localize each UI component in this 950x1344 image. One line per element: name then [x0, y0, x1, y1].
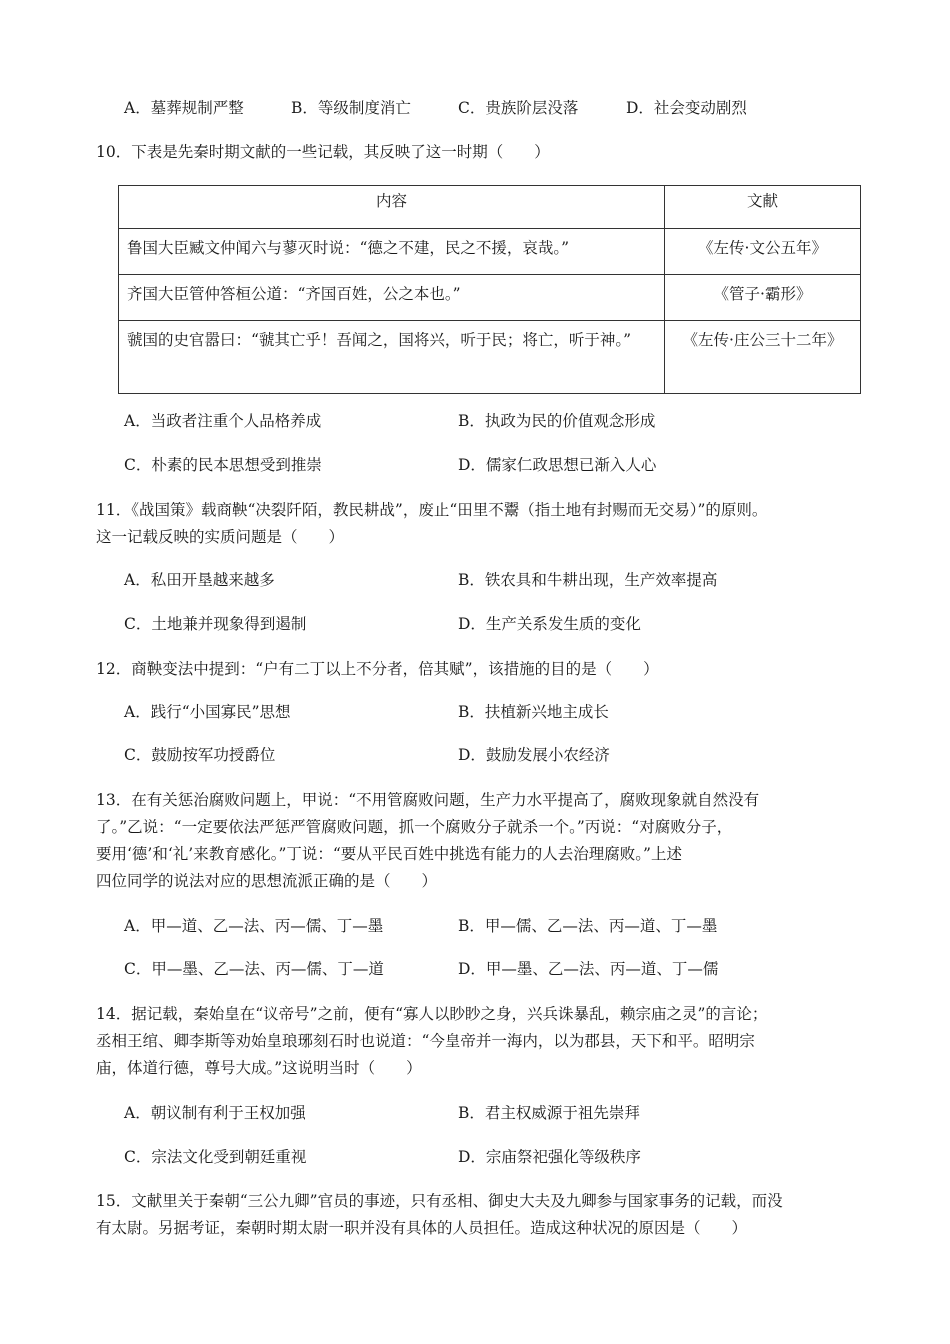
q12-stem-line: 12．商鞅变法中提到：“户有二丁以上不分者，倍其赋”，该措施的目的是（ ）: [96, 660, 659, 678]
table-header-content: 内容: [119, 186, 665, 229]
q14-stem-line: 庙，体道行德，尊号大成。”这说明当时（ ）: [96, 1059, 422, 1077]
q9-option-a[interactable]: A．墓葬规制严整: [124, 99, 244, 117]
table-cell-source: 《左传·庄公三十二年》: [665, 321, 861, 394]
q15-stem-line: 15．文献里关于秦朝“三公九卿”官员的事迹，只有丞相、御史大夫及九卿参与国家事务的记载，而没: [96, 1192, 783, 1210]
q13-stem-line: 13．在有关惩治腐败问题上，甲说：“不用管腐败问题，生产力水平提高了，腐败现象就自然没有: [96, 791, 760, 809]
q12-option-b[interactable]: B．扶植新兴地主成长: [458, 703, 609, 721]
q10-option-a[interactable]: A．当政者注重个人品格养成: [124, 412, 322, 430]
q15-stem: [96, 1188, 866, 1242]
q12-option-c[interactable]: C．鼓励按军功授爵位: [124, 746, 276, 764]
q11-stem-line: 这一记载反映的实质问题是（ ）: [96, 528, 345, 546]
q12-option-d[interactable]: D．鼓励发展小农经济: [458, 746, 610, 764]
q13-stem: [96, 787, 866, 895]
q14-option-b[interactable]: B．君主权威源于祖先崇拜: [458, 1104, 640, 1122]
q14-stem: [96, 1001, 866, 1082]
q12-stem: [96, 656, 866, 683]
q11-option-c[interactable]: C．土地兼并现象得到遏制: [124, 615, 307, 633]
table-row: [119, 321, 861, 394]
q13-option-d[interactable]: D．甲—墨、乙—法、丙—道、丁—儒: [458, 960, 719, 978]
q10-option-b[interactable]: B．执政为民的价值观念形成: [458, 412, 656, 430]
q11-option-b[interactable]: B．铁农具和牛耕出现，生产效率提高: [458, 571, 718, 589]
q13-stem-line: 了。”乙说：“一定要依法严惩严管腐败问题，抓一个腐败分子就杀一个。”丙说：“对腐败分子，: [96, 818, 733, 836]
q13-option-b[interactable]: B．甲—儒、乙—法、丙—道、丁—墨: [458, 917, 718, 935]
table-cell-content: 鲁国大臣臧文仲闻六与蓼灭时说：“德之不建，民之不援，哀哉。”: [119, 229, 665, 275]
q11-option-a[interactable]: A．私田开垦越来越多: [124, 571, 275, 589]
q13-stem-line: 要用‘德’和‘礼’来教育感化。”丁说：“要从平民百姓中挑选有能力的人去治理腐败。”上述: [96, 845, 682, 863]
table-cell-content: 齐国大臣管仲答桓公道：“齐国百姓，公之本也。”: [119, 275, 665, 321]
q10-stem: 10．下表是先秦时期文献的一些记载，其反映了这一时期（ ）: [96, 143, 550, 161]
table-row: [119, 229, 861, 275]
q10-option-c[interactable]: C．朴素的民本思想受到推崇: [124, 456, 322, 474]
q10-option-d[interactable]: D．儒家仁政思想已渐入人心: [458, 456, 657, 474]
q13-option-c[interactable]: C．甲—墨、乙—法、丙—儒、丁—道: [124, 960, 384, 978]
q9-option-b[interactable]: B．等级制度消亡: [291, 99, 411, 117]
q11-stem: [96, 497, 866, 551]
q12-option-a[interactable]: A．践行“小国寡民”思想: [124, 703, 291, 721]
table-header-row: [119, 186, 861, 229]
q11-option-d[interactable]: D．生产关系发生质的变化: [458, 615, 641, 633]
table-cell-content: 虢国的史官嚣曰：“虢其亡乎！吾闻之，国将兴，听于民；将亡，听于神。”: [119, 321, 665, 394]
q14-stem-line: 丞相王绾、卿李斯等劝始皇琅琊刻石时也说道：“今皇帝并一海内，以为郡县，天下和平。昭明宗: [96, 1032, 755, 1050]
q14-option-c[interactable]: C．宗法文化受到朝廷重视: [124, 1148, 307, 1166]
table-cell-source: 《左传·文公五年》: [665, 229, 861, 275]
table-header-source: 文献: [665, 186, 861, 229]
table-cell-source: 《管子·霸形》: [665, 275, 861, 321]
table-row: [119, 275, 861, 321]
q13-option-a[interactable]: A．甲—道、乙—法、丙—儒、丁—墨: [124, 917, 384, 935]
q10-reference-table: [118, 185, 861, 394]
q14-stem-line: 14．据记载，秦始皇在“议帝号”之前，便有“寡人以眇眇之身，兴兵诛暴乱，赖宗庙之灵”的言论；: [96, 1005, 768, 1023]
q14-option-d[interactable]: D．宗庙祭祀强化等级秩序: [458, 1148, 641, 1166]
q11-stem-line: 11．《战国策》载商鞅“决裂阡陌，教民耕战”，废止“田里不鬻（指土地有封赐而无交易）”的原则。: [96, 501, 768, 519]
q15-stem-line: 有太尉。另据考证，秦朝时期太尉一职并没有具体的人员担任。造成这种状况的原因是（ ）: [96, 1219, 748, 1237]
q13-stem-line: 四位同学的说法对应的思想流派正确的是（ ）: [96, 872, 438, 890]
q9-option-d[interactable]: D．社会变动剧烈: [626, 99, 747, 117]
q9-option-c[interactable]: C．贵族阶层没落: [458, 99, 579, 117]
q14-option-a[interactable]: A．朝议制有利于王权加强: [124, 1104, 306, 1122]
